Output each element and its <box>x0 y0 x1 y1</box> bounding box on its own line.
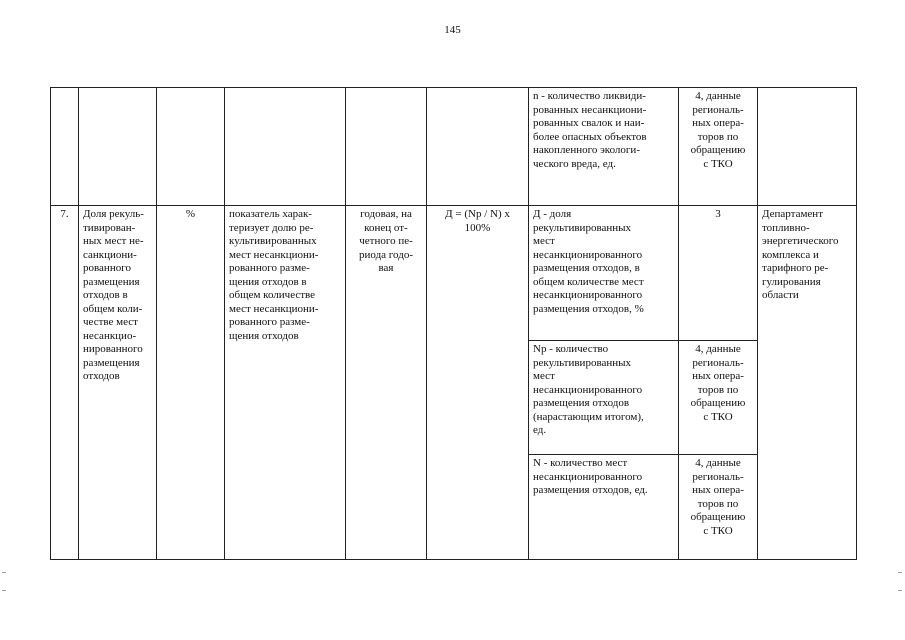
cell-description: показатель харак- теризует долю ре- культивированных мест несанкциони- рованного разме- щения отходов в общем количестве мест несанкциони- рованного разме- щения отходов <box>225 206 346 560</box>
scan-edge-mark <box>898 590 902 591</box>
cell-description-empty <box>225 88 346 206</box>
cell-unit: % <box>157 206 225 560</box>
indicators-table <box>50 87 857 560</box>
cell-formula: Д = (Np / N) x 100% <box>427 206 529 560</box>
cell-indicator-name: Доля рекуль- тивирован- ных мест не- санкциони- рованного размещения отходов в общем коли- честве мест несанкцио- нированного размещения отходов <box>79 206 157 560</box>
table-row-7 <box>51 206 857 341</box>
cell-indicator-definition: Д - доля рекультивированных мест несанкционированного размещения отходов, в общем количестве мест несанкционированного размещения отходов, % <box>529 206 679 341</box>
cell-data-source: 4, данные региональ- ных опера- торов по обращению с ТКО <box>679 455 758 560</box>
cell-indicator-definition: Np - количество рекультивированных мест несанкционированного размещения отходов (нарастающим итогом), ед. <box>529 341 679 455</box>
page-number: 145 <box>444 24 461 36</box>
cell-indicator-definition: N - количество мест несанкционированного размещения отходов, ед. <box>529 455 679 560</box>
cell-data-source: 3 <box>679 206 758 341</box>
cell-name-empty <box>79 88 157 206</box>
cell-data-source: 4, данные региональ- ных опера- торов по обращению с ТКО <box>679 88 758 206</box>
cell-num-empty <box>51 88 79 206</box>
cell-row-number: 7. <box>51 206 79 560</box>
cell-periodicity: годовая, на конец от- четного пе- риода годо- вая <box>346 206 427 560</box>
cell-responsible-empty <box>758 88 857 206</box>
cell-indicator-definition: n - количество ликвиди- рованных несанкциони- рованных свалок и наи- более опасных объектов накопленного экологи- ческого вреда, ед. <box>529 88 679 206</box>
cell-responsible: Департамент топливно- энергетического комплекса и тарифного ре- гулирования области <box>758 206 857 560</box>
table-row-continued <box>51 88 857 206</box>
cell-unit-empty <box>157 88 225 206</box>
cell-periodicity-empty <box>346 88 427 206</box>
scan-edge-mark <box>2 590 6 591</box>
scan-edge-mark <box>2 572 6 573</box>
cell-data-source: 4, данные региональ- ных опера- торов по обращению с ТКО <box>679 341 758 455</box>
scan-edge-mark <box>898 572 902 573</box>
cell-formula-empty <box>427 88 529 206</box>
